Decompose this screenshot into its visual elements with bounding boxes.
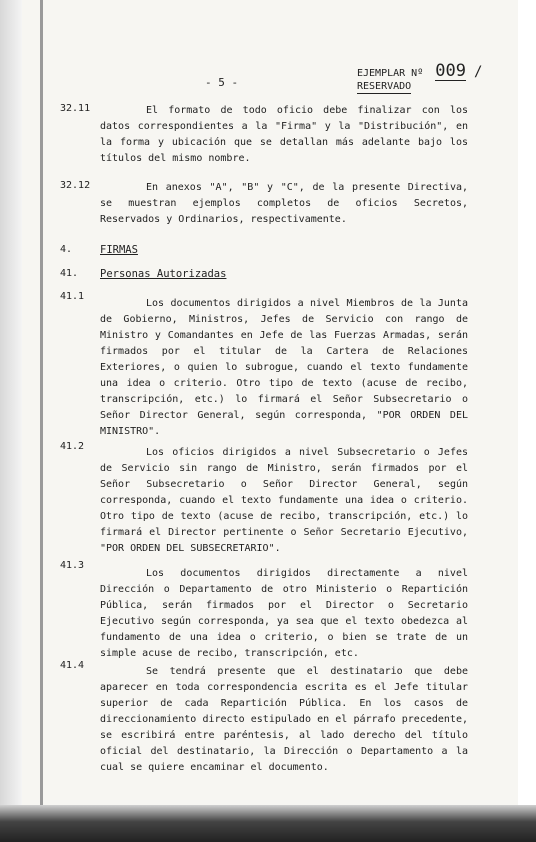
scan-left-margin <box>0 0 22 842</box>
section-paragraph: Los documentos dirigidos a nivel Miembros de la Junta de Gobierno, Ministros, Jefes de Servicio con rango de Ministro y Comandantes en Jefe de las Fuerzas Armadas, serán firmados por el titular de la Cartera de Relaciones Exteriores, o quien lo subrogue, cuando el texto fundamente una idea o criterio. Otro tipo de texto (acuse de recibo, transcripción, etc.) lo firmará el Señor Subsecretario o Señor Director General, según corresponda, "POR ORDEN DEL MINISTRO". <box>100 298 468 437</box>
section-number: 41.3 <box>60 560 85 571</box>
copy-slash: / <box>474 64 483 80</box>
copy-number-line <box>357 62 482 81</box>
section-paragraph: Los documentos dirigidos directamente a nivel Dirección o Departamento de otro Ministerio o Repartición Pública, serán firmados por el Director o Secretario Ejecutivo según corresponda, ya sea que el texto obedezca al fundamento de una idea o criterio, o bien se trate de un simple acuse de recibo, transcripción, etc. <box>100 568 468 659</box>
section-number: 41.1 <box>60 291 85 302</box>
classification-label: RESERVADO <box>357 81 412 92</box>
section-paragraph: Se tendrá presente que el destinatario que debe aparecer en toda correspondencia escrita es el Jefe titular superior de cada Repartición Pública. En los casos de direccionamiento directo estipulado en el párrafo precedente, se escribirá entre paréntesis, al lado derecho del título oficial del destinatario, la Dirección o Departamento a la cual se quiere encaminar el documento. <box>100 666 468 773</box>
section-paragraph: El formato de todo oficio debe finalizar con los datos correspondientes a la "Firma" y la "Distribución", en la forma y ubicación que se detallan más adelante bajo los títulos del mismo nombre. <box>100 105 468 164</box>
section-number: 41.4 <box>60 660 85 671</box>
section-heading: Personas Autorizadas <box>100 268 227 280</box>
copy-label: EJEMPLAR Nº <box>357 68 424 79</box>
section-number: 32.12 <box>60 180 91 191</box>
scan-bottom-edge <box>0 805 536 842</box>
section-heading: FIRMAS <box>100 244 138 256</box>
section-paragraph: En anexos "A", "B" y "C", de la presente Directiva, se muestran ejemplos completos de oficios Secretos, Reservados y Ordinarios, respectivamente. <box>100 182 468 225</box>
section-number: 41.2 <box>60 441 85 452</box>
section-number: 32.11 <box>60 103 91 114</box>
section-paragraph: Los oficios dirigidos a nivel Subsecretario o Jefes de Servicio sin rango de Ministro, serán firmados por el Señor Subsecretario o Señor Director General, según corresponda, cuando el texto fundamente una idea o criterio. Otro tipo de texto (acuse de recibo, transcripción, etc.) lo firmará el Director pertinente o Señor Secretario Ejecutivo, "POR ORDEN DEL SUBSECRETARIO". <box>100 447 468 554</box>
page-number: - 5 - <box>205 76 239 89</box>
scan-right-margin <box>518 0 536 842</box>
binding-edge <box>40 0 43 842</box>
section-number: 41. <box>60 268 79 279</box>
copy-number: 009 <box>435 61 466 81</box>
section-number: 4. <box>60 244 73 255</box>
